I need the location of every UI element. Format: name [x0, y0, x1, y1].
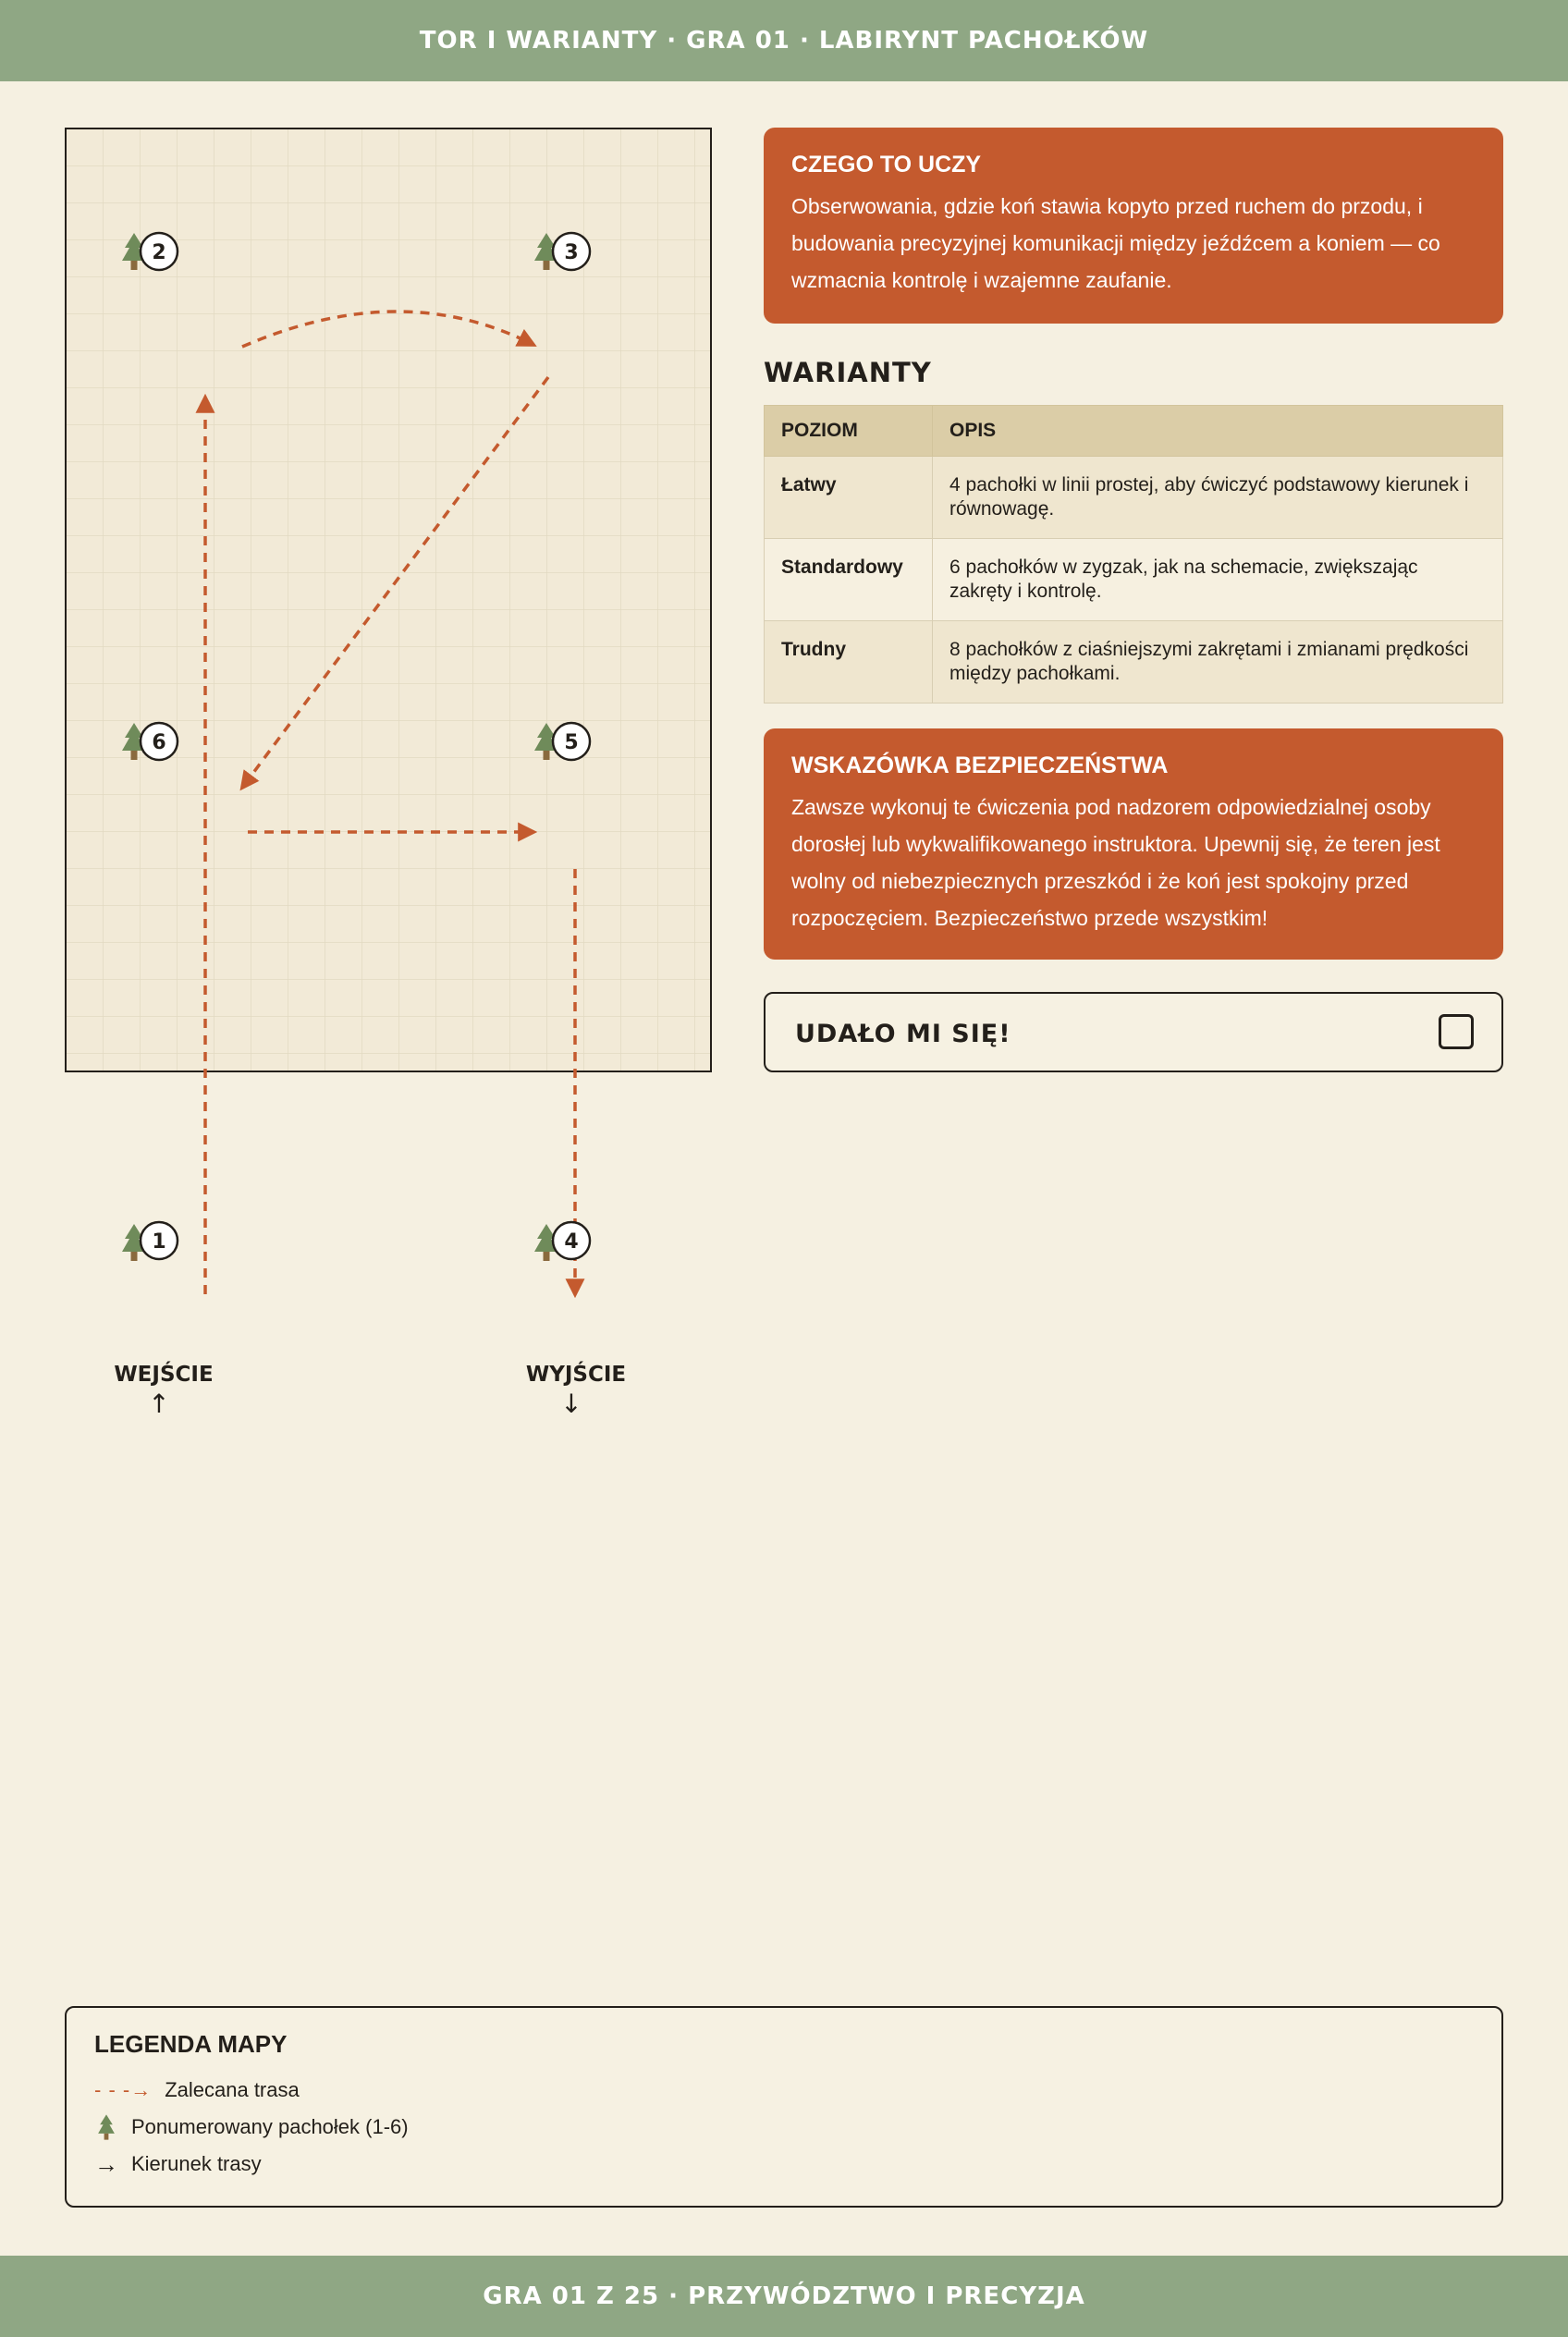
legend-route-label: Zalecana trasa: [165, 2078, 300, 2101]
dashed-route-icon: - - -→: [94, 2078, 153, 2101]
variant-description: 6 pachołków w zygzak, jak na schemacie, zwiększając zakręty i kontrolę.: [933, 539, 1503, 621]
cone-6-number: 6: [152, 731, 166, 754]
table-row: [765, 621, 1503, 704]
variant-level: Trudny: [765, 621, 933, 704]
legend-cone-label: Ponumerowany pachołek (1-6): [131, 2115, 409, 2138]
footer-title: GRA 01 Z 25 · PRZYWÓDZTWO I PRECYZJA: [483, 2282, 1085, 2310]
header-title: TOR I WARIANTY · GRA 01 · LABIRYNT PACHOŁKÓW: [419, 27, 1149, 55]
variant-level: Łatwy: [765, 457, 933, 539]
variant-level: Standardowy: [765, 539, 933, 621]
variants-title: WARIANTY: [764, 357, 932, 388]
entry-arrow-icon: ↑: [148, 1389, 170, 1419]
success-label: UDAŁO MI SIĘ!: [795, 1020, 1011, 1048]
cone-1: [122, 1222, 178, 1261]
exit-label: WYJŚCIE: [525, 1363, 627, 1387]
entry-label: WEJŚCIE: [114, 1363, 214, 1387]
column-header-level: POZIOM: [765, 406, 933, 457]
legend-item-route: [94, 2076, 300, 2104]
column-header-description: OPIS: [933, 406, 1503, 457]
exit-arrow-icon: ↓: [560, 1389, 582, 1419]
teach-title: CZEGO TO UCZY: [791, 152, 982, 177]
safety-text: Zawsze wykonuj te ćwiczenia pod nadzorem odpowiedzialnej osoby dorosłej lub wykwalifikowanego instruktora. Upewnij się, że teren jest wolny od niebezpiecznych przeszkód i że koń jest spokojny przed rozpoczęciem. Bezpieczeństwo przede wszystkim!: [791, 795, 1440, 930]
table-row: [765, 457, 1503, 539]
cone-1-number: 1: [152, 1230, 166, 1254]
table-row: [765, 539, 1503, 621]
success-checkbox-row[interactable]: [764, 992, 1503, 1072]
direction-arrow-icon: →: [94, 2149, 118, 2178]
teach-text: Obserwowania, gdzie koń stawia kopyto przed ruchem do przodu, i budowania precyzyjnej komunikacji między jeźdźcem a koniem — co wzmacnia kontrolę i wzajemne zaufanie.: [791, 194, 1440, 292]
variant-description: 8 pachołków z ciaśniejszymi zakrętami i zmianami prędkości między pachołkami.: [933, 621, 1503, 704]
legend-item-cone: [94, 2113, 409, 2141]
cone-tree-icon: [94, 2113, 118, 2141]
table-header-row: [765, 406, 1503, 457]
safety-panel: [764, 728, 1503, 960]
map-legend: [65, 2006, 1503, 2208]
variants-table: [764, 405, 1503, 704]
success-checkbox[interactable]: [1439, 1014, 1474, 1049]
cone-5-number: 5: [564, 731, 579, 754]
variant-description: 4 pachołki w linii prostej, aby ćwiczyć podstawowy kierunek i równowagę.: [933, 457, 1503, 539]
safety-title: WSKAZÓWKA BEZPIECZEŃSTWA: [791, 752, 1169, 778]
legend-item-direction: [94, 2150, 262, 2178]
footer-bar: [0, 2256, 1568, 2337]
cone-4-number: 4: [564, 1230, 579, 1254]
legend-title: LEGENDA MAPY: [94, 2030, 288, 2058]
legend-direction-label: Kierunek trasy: [131, 2152, 262, 2175]
cone-2-number: 2: [152, 241, 166, 264]
cone-3-number: 3: [564, 241, 579, 264]
teach-panel: [764, 128, 1503, 324]
cone-4: [534, 1222, 590, 1261]
